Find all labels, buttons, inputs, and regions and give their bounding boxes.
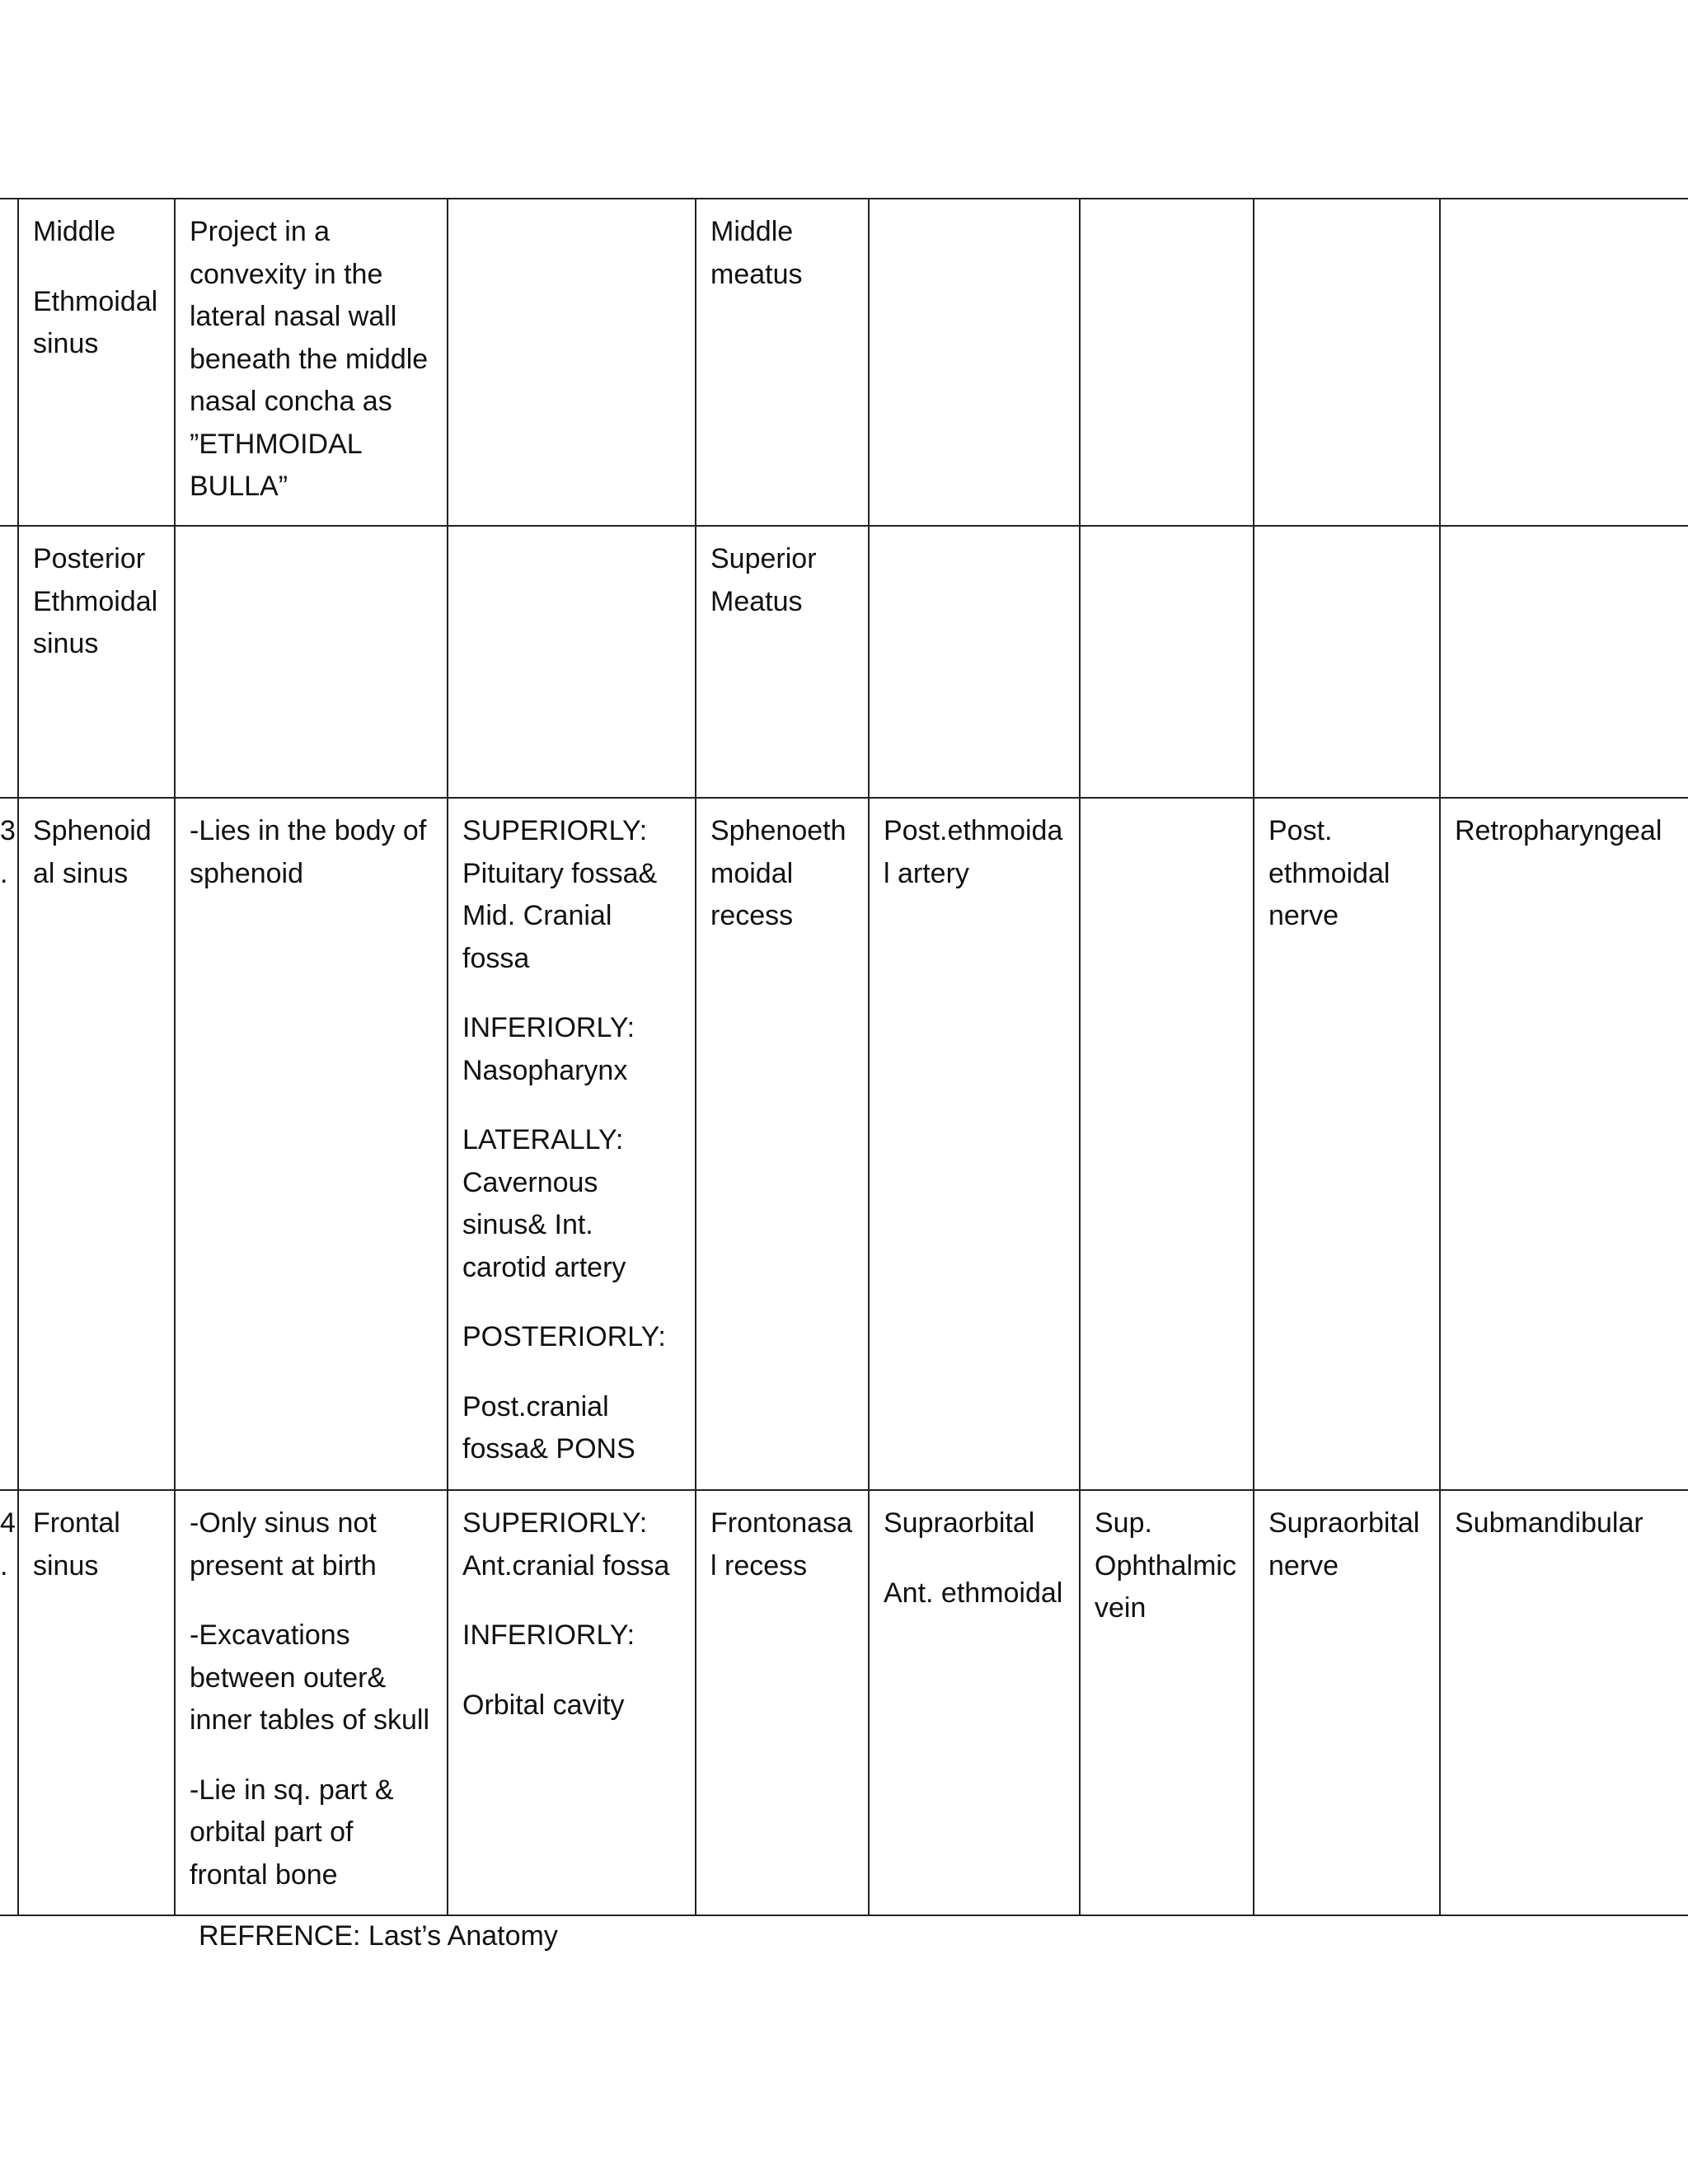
cell-text: -Lies in the body of sphenoid	[190, 815, 427, 889]
cell-relations	[448, 798, 696, 1490]
cell-text: Middle	[33, 216, 116, 247]
cell-lymph	[1440, 526, 1688, 798]
cell-veins	[1080, 798, 1254, 1490]
cell-text: Retropharyngeal	[1455, 815, 1662, 846]
cell-text: Frontal sinus	[33, 1507, 120, 1582]
sinus-table	[0, 198, 1688, 1916]
cell-text: INFERIORLY: Nasopharynx	[462, 1012, 635, 1086]
cell-veins	[1080, 199, 1254, 526]
cell-arteries	[869, 1490, 1080, 1915]
cell-text: LATERALLY: Cavernous sinus& Int. carotid artery	[462, 1124, 626, 1283]
cell-number	[0, 1490, 18, 1915]
cell-text: Middle meatus	[710, 216, 803, 290]
cell-number	[0, 526, 18, 798]
cell-text: Posterior Ethmoidal sinus	[33, 543, 158, 659]
cell-nerves	[1254, 798, 1440, 1490]
cell-features	[175, 526, 448, 798]
cell-number	[0, 798, 18, 1490]
cell-arteries	[869, 526, 1080, 798]
cell-veins	[1080, 526, 1254, 798]
cell-text: Orbital cavity	[462, 1689, 625, 1721]
cell-arteries	[869, 199, 1080, 526]
cell-features	[175, 798, 448, 1490]
cell-lymph	[1440, 199, 1688, 526]
row-number: 4.	[0, 1507, 16, 1582]
cell-relations	[448, 199, 696, 526]
cell-text: Submandibular	[1455, 1507, 1643, 1539]
cell-sinus-name	[18, 199, 175, 526]
cell-sinus-name	[18, 526, 175, 798]
cell-nerves	[1254, 1490, 1440, 1915]
cell-opening	[696, 798, 869, 1490]
table-row	[0, 1490, 1688, 1915]
cell-opening	[696, 1490, 869, 1915]
cell-features	[175, 1490, 448, 1915]
cell-text: Project in a convexity in the lateral nasal wall beneath the middle nasal concha as ”ETHMOIDAL BULLA”	[190, 216, 429, 502]
table-row	[0, 526, 1688, 798]
cell-text: Post. ethmoidal nerve	[1268, 815, 1390, 931]
cell-features	[175, 199, 448, 526]
cell-veins	[1080, 1490, 1254, 1915]
cell-text: Ethmoidal sinus	[33, 285, 158, 359]
cell-text: -Excavations between outer& inner tables of skull	[190, 1619, 430, 1736]
cell-relations	[448, 526, 696, 798]
cell-text: Post.ethmoidal artery	[884, 815, 1063, 889]
cell-text: SUPERIORLY: Ant.cranial fossa	[462, 1507, 670, 1582]
table-row	[0, 798, 1688, 1490]
cell-text: Sup. Ophthalmic vein	[1095, 1507, 1236, 1624]
cell-text: POSTERIORLY:	[462, 1321, 666, 1352]
cell-sinus-name	[18, 1490, 175, 1915]
cell-text: Sphenoidal sinus	[33, 815, 152, 889]
cell-text: Frontonasal recess	[710, 1507, 852, 1582]
cell-text: -Lie in sq. part & orbital part of frontal bone	[190, 1774, 394, 1891]
cell-number	[0, 199, 18, 526]
table-body	[0, 199, 1688, 1915]
cell-sinus-name	[18, 798, 175, 1490]
cell-text: INFERIORLY:	[462, 1619, 635, 1651]
cell-lymph	[1440, 1490, 1688, 1915]
cell-arteries	[869, 798, 1080, 1490]
row-number: 3.	[0, 815, 16, 889]
cell-opening	[696, 526, 869, 798]
table-row	[0, 199, 1688, 526]
cell-opening	[696, 199, 869, 526]
cell-text: SUPERIORLY: Pituitary fossa& Mid. Cranial fossa	[462, 815, 658, 974]
cell-text: Superior Meatus	[710, 543, 817, 617]
cell-lymph	[1440, 798, 1688, 1490]
reference-note: REFRENCE: Last’s Anatomy	[199, 1920, 558, 1952]
cell-nerves	[1254, 199, 1440, 526]
cell-relations	[448, 1490, 696, 1915]
cell-text: Supraorbital	[884, 1507, 1035, 1539]
cell-text: Ant. ethmoidal	[884, 1577, 1063, 1609]
cell-text: -Only sinus not present at birth	[190, 1507, 377, 1582]
cell-text: Sphenoethmoidal recess	[710, 815, 846, 931]
cell-text: Post.cranial fossa& PONS	[462, 1390, 635, 1465]
cell-text: Supraorbital nerve	[1268, 1507, 1420, 1582]
cell-nerves	[1254, 526, 1440, 798]
